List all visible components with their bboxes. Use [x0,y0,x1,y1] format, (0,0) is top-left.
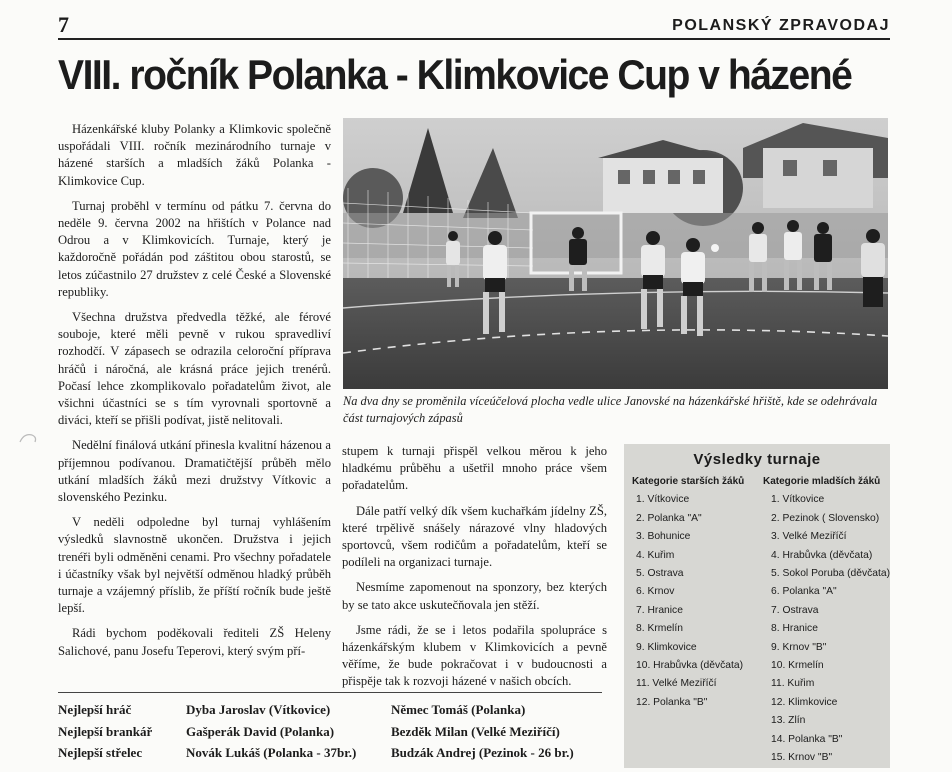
handball-match-photo [343,118,888,389]
list-item: 2. Pezinok ( Slovensko) [771,512,880,524]
list-item: 8. Hranice [771,623,818,635]
list-item: 15. Krnov "B" [771,752,833,764]
award-row-best-player [58,699,618,721]
paragraph: Házenkářské kluby Polanky a Klimkovic společně uspořádali VIII. ročník mezinárodního turnaje v házené starších a mladších žáků Polanka - Klimkovice Cup. [58,122,331,188]
paragraph: stupem k turnaji přispěl velkou měrou k jeho hladkému průběhu a ušetřil mnoho práce všem pořadatelům. [342,444,607,493]
list-item: 5. Sokol Poruba (děvčata) [771,568,891,580]
list-item: 8. Krmelín [636,623,683,635]
article-column-1 [58,121,331,668]
list-item: 1. Vítkovice [771,494,825,506]
page-number: 7 [58,12,69,37]
award-row-best-scorer [58,742,618,764]
paragraph: Dále patří velký dík všem kuchařkám jídelny ZŠ, které trpělivě snášely nárazové vlny hladových sportovců, všem rodičům a pořadatelům, kteří se podíleli na organizaci turnaje. [342,503,607,570]
list-item: 10. Krmelín [771,660,824,672]
list-item: 1. Vítkovice [636,494,690,506]
paragraph: Nesmíme zapomenout na sponzory, bez kterých by se tato akce uskutečňovala jen stěží. [342,580,607,612]
results-box [624,444,890,768]
paragraph: Všechna družstva předvedla těžké, ale férové souboje, které měli pevně v rukou spravedliví rozhodčí. V zápasech se odrazila celoroční příprava hráčů i náročná, ale krásná práce jejich trenérů. Počasí lehce zkomplikovalo pořadatelům život, ale všichni účastníci se s tím vyrovnali sportovně a diváci, kteří se přišli podívat, jistě nelitovali. [58,310,331,428]
page-header [58,12,890,40]
list-item: 3. Velké Meziříčí [771,531,847,543]
article-column-2 [342,443,607,699]
list-item: 2. Polanka "A" [636,512,702,524]
list-item: 6. Polanka "A" [771,586,837,598]
list-item: 11. Kuřim [771,678,815,690]
list-item: 10. Hrabůvka (děvčata) [636,660,744,672]
list-item: 11. Velké Meziříčí [636,678,717,690]
results-older-heading: Kategorie starších žáků [632,476,745,487]
list-item: 5. Ostrava [636,568,684,580]
award-younger: Bezděk Milan (Velké Meziříčí) [391,723,560,739]
award-older: Dyba Jaroslav (Vítkovice) [186,702,331,717]
list-item: 7. Hranice [636,604,683,616]
award-label: Nejlepší brankář [58,723,153,739]
list-item: 12. Polanka "B" [636,696,708,708]
results-title: Výsledky turnaje [693,451,821,468]
award-label: Nejlepší hráč [58,702,132,717]
newspaper-name: POLANSKÝ ZPRAVODAJ [672,17,890,34]
list-item: 6. Krnov [636,586,675,598]
photo-caption: Na dva dny se proměnila víceúčelová plocha vedle ulice Janovské na házenkářské hřiště, kde se odehrávala část turnajových zápasů [343,394,878,425]
award-older: Gašperák David (Polanka) [186,723,335,739]
photo-illustration [343,118,888,389]
award-younger: Němec Tomáš (Polanka) [391,702,526,717]
list-item: 14. Polanka "B" [771,733,843,745]
award-row-best-goalkeeper [58,721,618,743]
results-older-category [632,473,756,712]
paragraph: Turnaj proběhl v termínu od pátku 7. června do neděle 9. června 2002 na hřištích v Polance nad Odrou a v Klimkovicích. Turnaje, který je každoročně pořádán pod záštitou obou starostů, se letos zúčastnilo 27 družstev z celé České a Slovenské republiky. [58,198,331,299]
list-item: 12. Klimkovice [771,696,838,708]
list-item: 7. Ostrava [771,604,819,616]
paragraph: V neděli odpoledne byl turnaj vyhlášením výsledků slavnostně ukončen. Družstva i jejich trenéři byli odměněni cenami. Pro všechny pořadatele i účastníky však byl největší odměnou hladký průběh turnaje a vzájemný příslib, že příští ročník bude ještě lepší. [58,515,331,616]
paragraph: Nedělní finálová utkání přinesla kvalitní házenou a příjemnou podívanou. Dramatičtější průběh mělo utkání mladších žáků mezi družstvy Vítkovic a slovenského Pezinku. [58,438,331,505]
award-label: Nejlepší střelec [58,745,143,760]
article-headline: VIII. ročník Polanka - Klimkovice Cup v házené [58,51,852,98]
results-younger-category [763,473,889,768]
list-item: 9. Krnov "B" [771,641,827,653]
award-younger: Budzák Andrej (Pezinok - 26 br.) [391,745,574,760]
scan-mark-icon [16,431,40,445]
results-younger-heading: Kategorie mladších žáků [763,476,881,487]
list-item: 9. Klimkovice [636,641,697,653]
list-item: 13. Zlín [771,715,806,727]
list-item: 4. Hrabůvka (děvčata) [771,549,873,561]
paragraph: Rádi bychom poděkovali řediteli ZŠ Heleny Salichové, panu Josefu Teperovi, který svým pří- [58,626,331,658]
list-item: 3. Bohunice [636,531,691,543]
list-item: 4. Kuřim [636,549,675,561]
award-older: Novák Lukáš (Polanka - 37br.) [186,745,357,760]
awards-divider [58,692,602,693]
awards-section [58,699,618,764]
paragraph: Jsme rádi, že se i letos podařila spolupráce s házenkářským klubem v Klimkovicích a pevně věříme, že bude pokračovat i v budoucnosti a přispěje tak k rozvoji házené v našich obcích. [342,622,607,689]
